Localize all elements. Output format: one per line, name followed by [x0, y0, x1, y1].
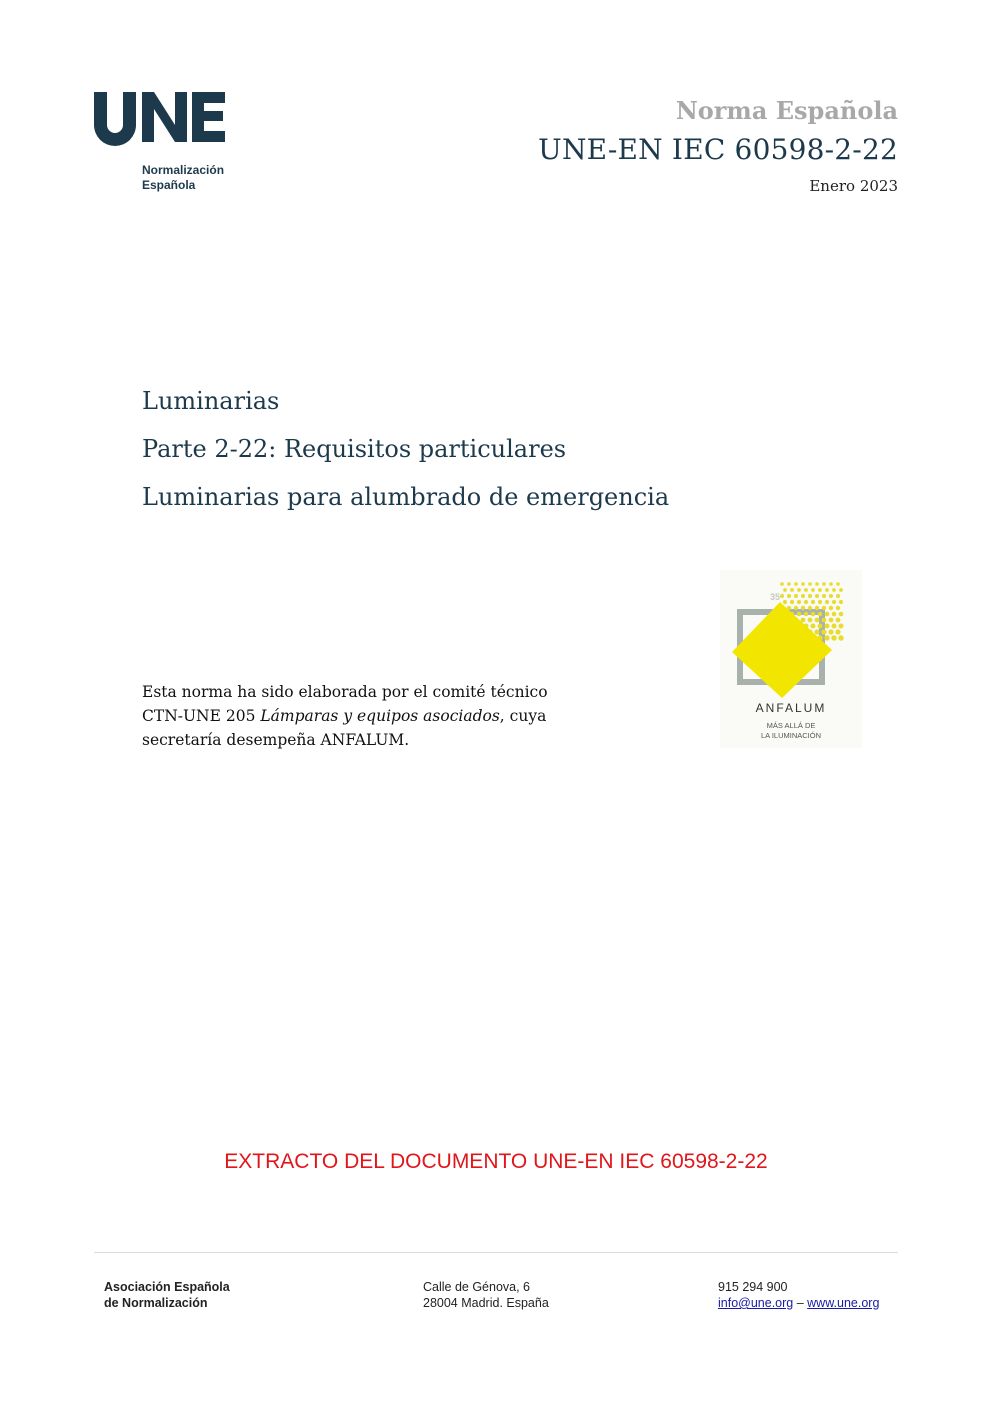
anfalum-dot — [825, 624, 830, 629]
logo-subtitle-2: Española — [142, 178, 196, 192]
anfalum-dot — [832, 588, 836, 592]
anfalum-dot — [808, 618, 813, 623]
anfalum-dot — [822, 606, 826, 610]
footer-org-line-1: Asociación Española — [104, 1280, 230, 1294]
anfalum-dot — [815, 606, 819, 610]
footer-divider — [94, 1252, 898, 1253]
anfalum-dot — [818, 624, 823, 629]
anfalum-tagline-1: MÁS ALLÁ DE — [766, 721, 816, 730]
anfalum-dot — [831, 635, 836, 640]
anfalum-dot — [822, 582, 826, 586]
footer-address-line-2: 28004 Madrid. España — [423, 1296, 549, 1310]
anfalum-dot — [832, 600, 836, 604]
committee-line-2 — [142, 704, 602, 728]
anfalum-dot — [804, 612, 809, 617]
anfalum-dot — [838, 635, 843, 640]
anfalum-dot — [811, 588, 815, 592]
committee-ref: CTN-UNE 205 — [142, 707, 261, 725]
anfalum-dot — [811, 624, 816, 629]
anfalum-dot — [818, 612, 823, 617]
anfalum-dot — [818, 600, 822, 604]
document-code: UNE-EN IEC 60598-2-22 — [538, 133, 898, 166]
anfalum-dot — [783, 588, 787, 592]
anfalum-dot — [829, 606, 833, 610]
anfalum-dot — [822, 594, 826, 598]
anfalum-dot — [801, 594, 805, 598]
anfalum-dot — [787, 594, 791, 598]
anfalum-dot — [808, 594, 812, 598]
document-date: Enero 2023 — [809, 177, 898, 195]
committee-name: Lámparas y equipos asociados — [260, 707, 500, 725]
anfalum-dot — [825, 600, 829, 604]
anfalum-dot — [832, 612, 837, 617]
committee-statement — [142, 680, 602, 752]
anfalum-dot — [839, 600, 843, 604]
anfalum-dot — [836, 594, 840, 598]
anfalum-dot — [836, 618, 841, 623]
title-line-1: Luminarias — [142, 387, 280, 415]
footer-org-line-2: de Normalización — [104, 1296, 208, 1310]
anfalum-dot — [790, 588, 794, 592]
title-line-3: Luminarias para alumbrado de emergencia — [142, 483, 670, 511]
logo-subtitle-1: Normalización — [142, 163, 225, 177]
anfalum-dot — [821, 629, 826, 634]
anfalum-dot — [790, 600, 794, 604]
anfalum-dot — [808, 606, 812, 610]
anfalum-dot — [815, 594, 819, 598]
anfalum-dot — [783, 600, 787, 604]
anfalum-dot — [824, 635, 829, 640]
anfalum-dot — [811, 600, 815, 604]
anfalum-dot — [839, 612, 844, 617]
anfalum-dot — [804, 600, 808, 604]
anfalum-dot — [825, 588, 829, 592]
anfalum-dot — [829, 618, 834, 623]
anfalum-badge: 35 — [770, 592, 781, 602]
anfalum-dot — [787, 582, 791, 586]
document-kind: Norma Española — [675, 96, 898, 125]
title-line-2: Parte 2-22: Requisitos particulares — [142, 435, 567, 463]
extract-notice: EXTRACTO DEL DOCUMENTO UNE-EN IEC 60598-2-22 — [224, 1150, 768, 1173]
anfalum-dot — [828, 629, 833, 634]
footer-links — [718, 1295, 879, 1311]
anfalum-dot — [794, 606, 798, 610]
anfalum-dot — [829, 582, 833, 586]
email-link[interactable]: info@une.org — [718, 1296, 794, 1310]
anfalum-name: ANFALUM — [755, 701, 827, 715]
anfalum-logo — [720, 570, 862, 748]
footer-link-separator: – — [793, 1296, 808, 1310]
committee-line-3: secretaría desempeña ANFALUM. — [142, 731, 410, 749]
website-link[interactable]: www.une.org — [807, 1296, 880, 1310]
anfalum-dot — [794, 594, 798, 598]
committee-line-2-suffix: , cuya — [499, 707, 547, 725]
anfalum-dot — [797, 600, 801, 604]
anfalum-dot — [832, 624, 837, 629]
footer-address-line-1: Calle de Génova, 6 — [423, 1280, 531, 1294]
anfalum-dot — [815, 618, 820, 623]
anfalum-dot — [794, 582, 798, 586]
anfalum-dot — [804, 588, 808, 592]
anfalum-dot — [811, 612, 816, 617]
anfalum-dot — [825, 612, 830, 617]
anfalum-dot — [836, 582, 840, 586]
anfalum-dot — [780, 582, 784, 586]
anfalum-dot — [829, 594, 833, 598]
anfalum-dot — [815, 582, 819, 586]
anfalum-dot — [839, 588, 843, 592]
anfalum-dot — [822, 618, 827, 623]
anfalum-dot — [780, 594, 784, 598]
footer-phone: 915 294 900 — [718, 1280, 788, 1294]
anfalum-dot — [835, 629, 840, 634]
anfalum-dot — [836, 606, 840, 610]
anfalum-dot — [808, 582, 812, 586]
anfalum-dot — [839, 624, 844, 629]
anfalum-dot — [797, 588, 801, 592]
anfalum-dot — [801, 618, 806, 623]
anfalum-tagline-2: LA ILUMINACIÓN — [760, 731, 822, 740]
anfalum-dot — [818, 588, 822, 592]
anfalum-dot — [801, 606, 805, 610]
committee-line-1: Esta norma ha sido elaborada por el comité técnico — [142, 683, 548, 701]
anfalum-dot — [801, 582, 805, 586]
anfalum-dot — [797, 612, 802, 617]
anfalum-dot — [814, 629, 819, 634]
